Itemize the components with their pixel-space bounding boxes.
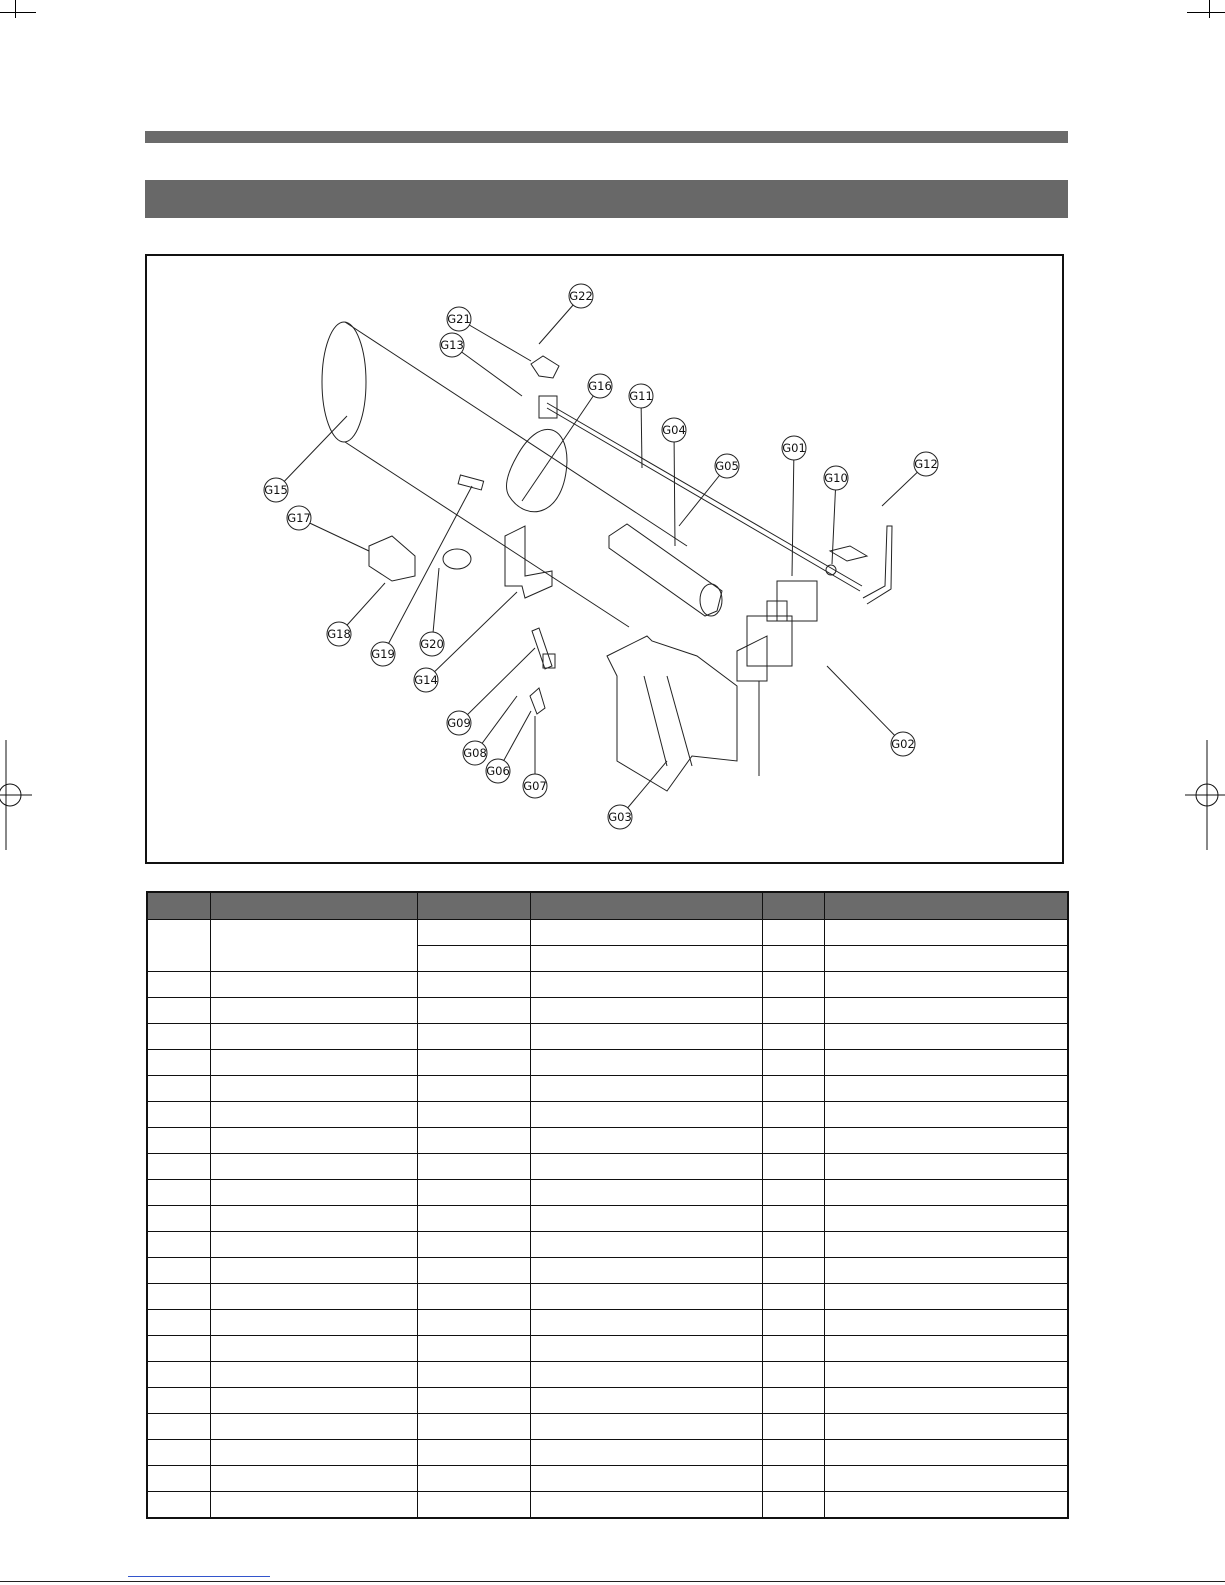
table-cell — [530, 1310, 762, 1336]
table-cell — [417, 920, 530, 946]
table-cell — [210, 1154, 417, 1180]
table-cell — [417, 1076, 530, 1102]
table-row — [147, 1232, 1068, 1258]
table-cell — [147, 1232, 210, 1258]
table-cell — [824, 1232, 1068, 1258]
table-cell — [147, 1180, 210, 1206]
table-cell — [417, 1258, 530, 1284]
table-row — [147, 1414, 1068, 1440]
table-cell — [210, 1024, 417, 1050]
table-cell — [530, 1258, 762, 1284]
table-row — [147, 1440, 1068, 1466]
callout-label: G15 — [264, 483, 288, 497]
table-cell — [147, 1362, 210, 1388]
table-cell — [210, 1076, 417, 1102]
table-cell — [210, 1388, 417, 1414]
table-cell — [210, 920, 417, 972]
table-cell — [824, 1492, 1068, 1519]
table-cell — [824, 1050, 1068, 1076]
footer-link-underline — [128, 1576, 270, 1577]
callout-label: G13 — [440, 338, 464, 352]
table-row — [147, 1180, 1068, 1206]
table-cell — [530, 1232, 762, 1258]
table-cell — [210, 1336, 417, 1362]
table-cell — [762, 1310, 824, 1336]
table-row — [147, 1284, 1068, 1310]
callout-label: G08 — [463, 746, 487, 760]
table-cell — [147, 1128, 210, 1154]
table-cell — [530, 1414, 762, 1440]
table-cell — [147, 1388, 210, 1414]
table-row — [147, 1466, 1068, 1492]
table-cell — [417, 1388, 530, 1414]
table-cell — [762, 946, 824, 972]
table-cell — [147, 1414, 210, 1440]
table-row — [147, 1128, 1068, 1154]
table-cell — [417, 1362, 530, 1388]
table-cell — [147, 1154, 210, 1180]
callout-label: G04 — [662, 423, 686, 437]
table-cell — [530, 1024, 762, 1050]
table-cell — [147, 1492, 210, 1519]
table-cell — [417, 1232, 530, 1258]
table-cell — [147, 1284, 210, 1310]
table-cell — [210, 998, 417, 1024]
table-header-cell — [530, 892, 762, 920]
table-row — [147, 1310, 1068, 1336]
callout-label: G05 — [715, 459, 739, 473]
table-cell — [762, 998, 824, 1024]
callout-g15 — [264, 416, 347, 502]
table-row — [147, 1050, 1068, 1076]
table-cell — [762, 1076, 824, 1102]
table-cell — [762, 1284, 824, 1310]
table-cell — [210, 1310, 417, 1336]
table-row — [147, 920, 1068, 946]
table-cell — [762, 1206, 824, 1232]
callout-label: G02 — [891, 737, 915, 751]
table-cell — [530, 1180, 762, 1206]
table-cell — [210, 1440, 417, 1466]
table-cell — [530, 1206, 762, 1232]
table-cell — [417, 1180, 530, 1206]
table-cell — [762, 1258, 824, 1284]
table-cell — [417, 1310, 530, 1336]
table-cell — [210, 1232, 417, 1258]
table-cell — [417, 1414, 530, 1440]
table-cell — [762, 1388, 824, 1414]
table-cell — [417, 1154, 530, 1180]
table-cell — [417, 972, 530, 998]
table-cell — [530, 1492, 762, 1519]
callout-label: G11 — [629, 389, 653, 403]
table-cell — [147, 920, 210, 972]
table-cell — [824, 1414, 1068, 1440]
callout-g13 — [440, 333, 522, 396]
exploded-parts-diagram — [145, 254, 1064, 864]
table-cell — [417, 998, 530, 1024]
table-header-cell — [417, 892, 530, 920]
table-row — [147, 1492, 1068, 1519]
table-cell — [147, 1440, 210, 1466]
table-cell — [762, 1024, 824, 1050]
table-cell — [417, 1024, 530, 1050]
table-cell — [824, 1258, 1068, 1284]
crop-mark-top-left — [0, 12, 36, 13]
callout-g08 — [463, 696, 517, 765]
table-cell — [417, 1466, 530, 1492]
table-cell — [147, 1102, 210, 1128]
table-cell — [762, 1232, 824, 1258]
callout-g16 — [522, 374, 612, 501]
table-cell — [210, 1206, 417, 1232]
table-cell — [762, 1128, 824, 1154]
callout-g20 — [420, 568, 444, 656]
table-cell — [824, 1076, 1068, 1102]
table-cell — [824, 1388, 1068, 1414]
table-header-row — [147, 892, 1068, 920]
table-cell — [824, 1180, 1068, 1206]
table-cell — [824, 1024, 1068, 1050]
table-cell — [210, 972, 417, 998]
table-cell — [210, 1362, 417, 1388]
table-row — [147, 1336, 1068, 1362]
table-row — [147, 1206, 1068, 1232]
table-cell — [417, 1440, 530, 1466]
table-cell — [417, 1050, 530, 1076]
table-cell — [824, 1362, 1068, 1388]
table-cell — [530, 946, 762, 972]
table-cell — [824, 1466, 1068, 1492]
table-cell — [210, 1180, 417, 1206]
callout-g06 — [486, 711, 531, 783]
table-cell — [210, 1414, 417, 1440]
table-cell — [147, 1050, 210, 1076]
table-cell — [824, 1206, 1068, 1232]
callout-g07 — [523, 716, 547, 798]
table-cell — [147, 1206, 210, 1232]
table-header-cell — [762, 892, 824, 920]
table-cell — [762, 1466, 824, 1492]
table-cell — [417, 1492, 530, 1519]
table-cell — [210, 1258, 417, 1284]
footer-rule — [0, 1581, 1225, 1582]
table-cell — [762, 1414, 824, 1440]
table-cell — [530, 998, 762, 1024]
table-cell — [824, 1336, 1068, 1362]
callout-g11 — [629, 384, 653, 468]
table-cell — [530, 1102, 762, 1128]
callout-label: G22 — [569, 289, 593, 303]
table-header-cell — [824, 892, 1068, 920]
callout-g12 — [882, 452, 938, 506]
crop-mark-top-left-vertical — [15, 0, 16, 18]
table-cell — [762, 1180, 824, 1206]
table-cell — [530, 1466, 762, 1492]
table-cell — [530, 1284, 762, 1310]
table-cell — [147, 1466, 210, 1492]
table-cell — [147, 1336, 210, 1362]
table-row — [147, 1258, 1068, 1284]
table-row — [147, 1154, 1068, 1180]
callout-label: G21 — [447, 312, 471, 326]
table-cell — [824, 1154, 1068, 1180]
table-cell — [762, 1440, 824, 1466]
table-cell — [824, 1102, 1068, 1128]
table-cell — [530, 1388, 762, 1414]
table-cell — [530, 972, 762, 998]
callout-label: G18 — [327, 627, 351, 641]
table-cell — [762, 1336, 824, 1362]
table-cell — [417, 1284, 530, 1310]
callout-label: G10 — [824, 471, 848, 485]
table-cell — [210, 1102, 417, 1128]
table-cell — [147, 1258, 210, 1284]
table-row — [147, 1102, 1068, 1128]
exploded-view-drawing — [147, 256, 1062, 862]
table-cell — [530, 1154, 762, 1180]
registration-mark-right — [1185, 740, 1225, 850]
section-header-rule — [145, 131, 1068, 143]
table-row — [147, 1024, 1068, 1050]
callout-label: G19 — [371, 647, 395, 661]
table-cell — [762, 1154, 824, 1180]
table-cell — [417, 1336, 530, 1362]
table-row — [147, 1076, 1068, 1102]
tube-cutout — [507, 429, 567, 511]
callout-g09 — [447, 648, 535, 735]
table-cell — [762, 1492, 824, 1519]
table-cell — [417, 1206, 530, 1232]
table-cell — [147, 1024, 210, 1050]
callout-label: G20 — [420, 637, 444, 651]
table-cell — [530, 1336, 762, 1362]
table-cell — [147, 1076, 210, 1102]
table-cell — [530, 920, 762, 946]
table-cell — [210, 1284, 417, 1310]
table-cell — [824, 946, 1068, 972]
crop-mark-top-right — [1187, 12, 1225, 13]
callout-g18 — [327, 583, 385, 646]
callout-label: G09 — [447, 716, 471, 730]
table-cell — [762, 920, 824, 946]
table-cell — [417, 946, 530, 972]
table-row — [147, 998, 1068, 1024]
callout-label: G12 — [914, 457, 938, 471]
table-header-cell — [147, 892, 210, 920]
callout-g01 — [782, 436, 806, 576]
table-cell — [824, 920, 1068, 946]
callout-label: G07 — [523, 779, 547, 793]
table-cell — [417, 1128, 530, 1154]
callout-label: G16 — [588, 379, 612, 393]
table-cell — [530, 1440, 762, 1466]
table-cell — [824, 1440, 1068, 1466]
table-cell — [417, 1102, 530, 1128]
table-row — [147, 1362, 1068, 1388]
table-cell — [762, 1050, 824, 1076]
table-cell — [762, 1362, 824, 1388]
table-cell — [147, 998, 210, 1024]
table-cell — [147, 1310, 210, 1336]
parts-list-table — [146, 891, 1069, 1519]
table-cell — [210, 1492, 417, 1519]
table-cell — [824, 1310, 1068, 1336]
callout-g02 — [827, 666, 915, 756]
callout-g17 — [287, 506, 369, 551]
callout-label: G17 — [287, 511, 311, 525]
table-cell — [210, 1128, 417, 1154]
registration-mark-left — [0, 740, 40, 850]
table-header-cell — [210, 892, 417, 920]
burner-tube-end — [322, 322, 366, 442]
callout-label: G14 — [414, 673, 438, 687]
table-cell — [824, 998, 1068, 1024]
table-cell — [210, 1050, 417, 1076]
table-cell — [530, 1050, 762, 1076]
table-cell — [530, 1362, 762, 1388]
table-cell — [530, 1076, 762, 1102]
table-row — [147, 1388, 1068, 1414]
table-cell — [530, 1128, 762, 1154]
callout-label: G06 — [486, 764, 510, 778]
table-cell — [762, 972, 824, 998]
callout-g03 — [608, 761, 667, 829]
section-title-bar — [145, 180, 1068, 218]
callout-label: G03 — [608, 810, 632, 824]
table-cell — [824, 972, 1068, 998]
table-cell — [824, 1284, 1068, 1310]
table-cell — [210, 1466, 417, 1492]
table-cell — [762, 1102, 824, 1128]
table-cell — [824, 1128, 1068, 1154]
crop-mark-top-right-vertical — [1209, 0, 1210, 18]
table-cell — [147, 972, 210, 998]
callout-g22 — [539, 284, 593, 344]
callout-label: G01 — [782, 441, 806, 455]
table-row — [147, 972, 1068, 998]
